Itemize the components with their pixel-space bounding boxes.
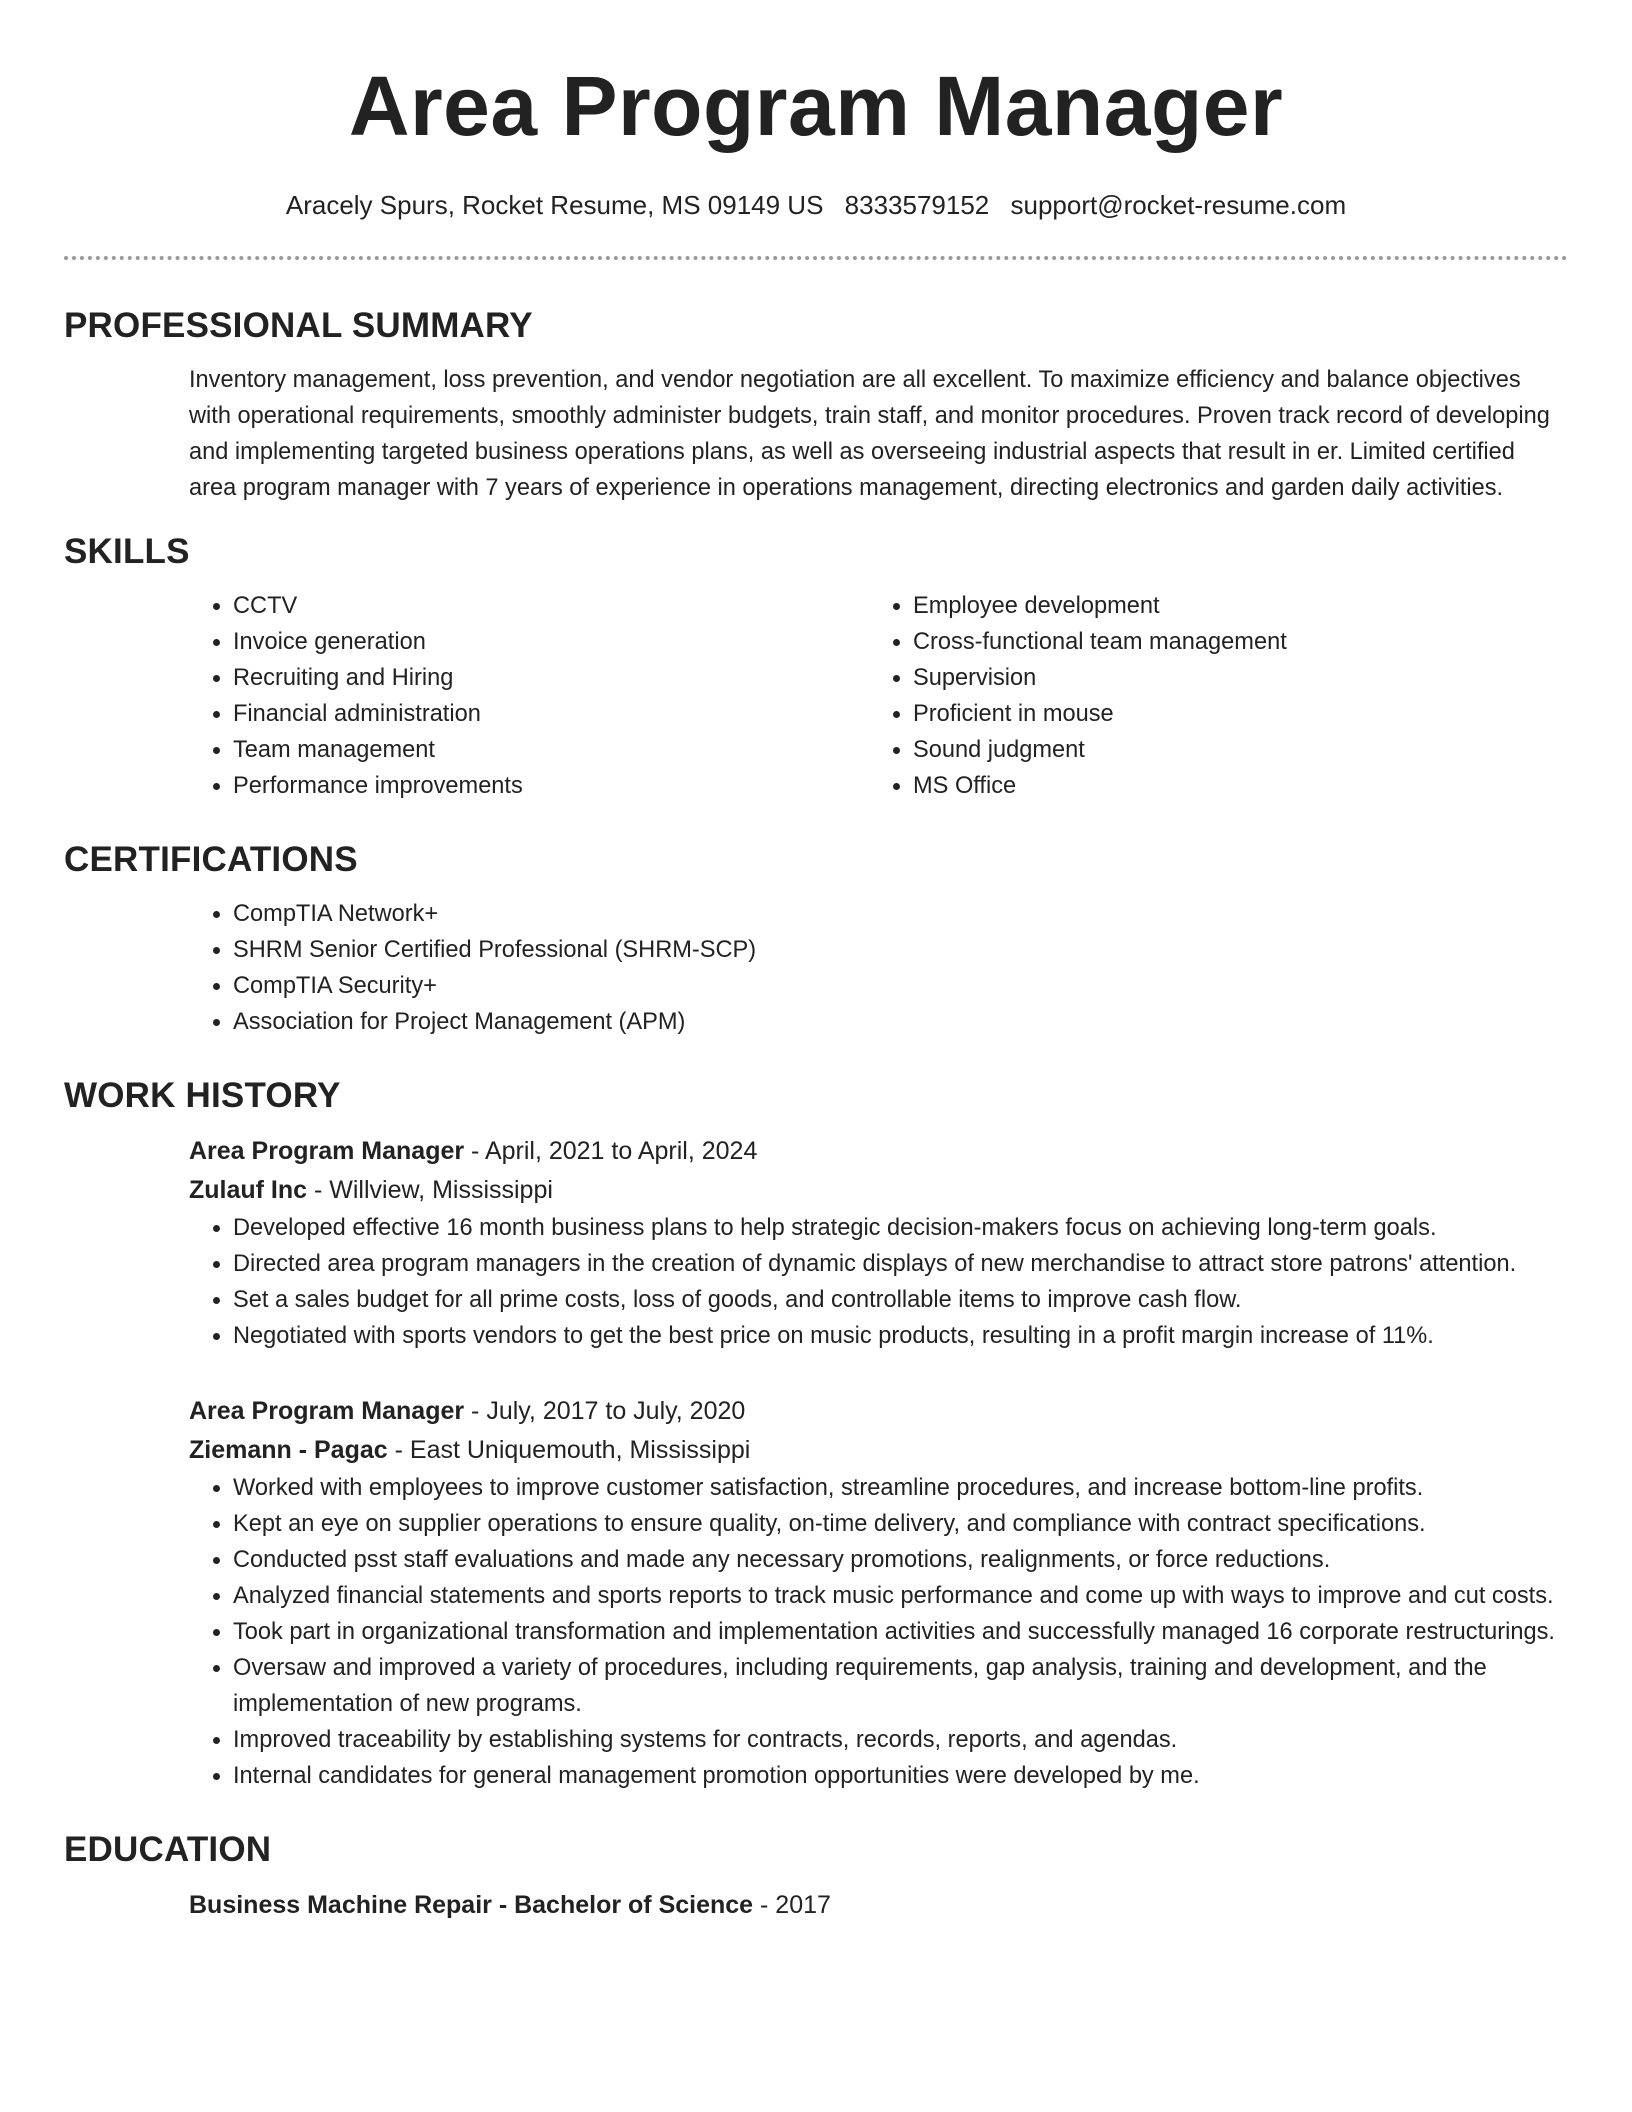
skill-item: • Proficient in mouse: [913, 696, 1549, 732]
job-bullet: • Developed effective 16 month business plans to help strategic decision-makers focus on achieving long-term goals.: [233, 1210, 1568, 1246]
work-history-heading: WORK HISTORY: [64, 1076, 341, 1115]
job-bullet: • Negotiated with sports vendors to get the best price on music products, resulting in a profit margin increase of 11%.: [233, 1318, 1568, 1354]
job-entry: [189, 1132, 1568, 1354]
job-bullet: • Took part in organizational transformation and implementation activities and successfully managed 16 corporate restructurings.: [233, 1614, 1568, 1650]
summary-heading: PROFESSIONAL SUMMARY: [64, 306, 533, 345]
job-role-line: [189, 1392, 1568, 1431]
skill-item: • Sound judgment: [913, 732, 1549, 768]
skills-column-right: [869, 588, 1549, 804]
job-bullet: • Worked with employees to improve customer satisfaction, streamline procedures, and increase bottom-line profits.: [233, 1470, 1568, 1506]
education-degree: Business Machine Repair - Bachelor of Science: [189, 1891, 754, 1919]
job-bullet: • Oversaw and improved a variety of procedures, including requirements, gap analysis, training and development, and the implementation of new programs.: [233, 1650, 1568, 1722]
certification-item: • CompTIA Security+: [233, 968, 1568, 1004]
job-entry: [189, 1392, 1568, 1794]
skill-item: • Team management: [233, 732, 869, 768]
skill-item: • MS Office: [913, 768, 1549, 804]
skill-item: • Financial administration: [233, 696, 869, 732]
job-bullet: • Analyzed financial statements and sports reports to track music performance and come up with ways to improve and cut costs.: [233, 1578, 1568, 1614]
job-bullet: • Directed area program managers in the creation of dynamic displays of new merchandise to attract store patrons' attention.: [233, 1246, 1568, 1282]
job-company: Zulauf Inc: [189, 1176, 308, 1204]
skill-item: • Invoice generation: [233, 624, 869, 660]
skill-item: • Supervision: [913, 660, 1549, 696]
contact-line: [64, 188, 1568, 222]
certification-item: • SHRM Senior Certified Professional (SHRM-SCP): [233, 932, 1568, 968]
work-history-list: [189, 1132, 1568, 1794]
job-role: Area Program Manager: [189, 1137, 465, 1165]
contact-address: Aracely Spurs, Rocket Resume, MS 09149 US: [285, 190, 824, 220]
job-bullet: • Internal candidates for general management promotion opportunities were developed by me.: [233, 1758, 1568, 1794]
job-bullet: • Conducted psst staff evaluations and made any necessary promotions, realignments, or force reductions.: [233, 1542, 1568, 1578]
skill-item: • Cross-functional team management: [913, 624, 1549, 660]
education-heading: EDUCATION: [64, 1830, 272, 1869]
job-dates: - April, 2021 to April, 2024: [464, 1137, 758, 1165]
skill-item: • CCTV: [233, 588, 869, 624]
job-bullet: • Kept an eye on supplier operations to ensure quality, on-time delivery, and compliance with contract specifications.: [233, 1506, 1568, 1542]
job-company: Ziemann - Pagac: [189, 1436, 388, 1464]
contact-phone: 8333579152: [844, 190, 990, 220]
job-company-line: [189, 1431, 1568, 1470]
certifications-list: [189, 896, 1568, 1040]
job-location: - East Uniquemouth, Mississippi: [387, 1436, 751, 1464]
resume-title: Area Program Manager: [348, 59, 1284, 153]
summary-text: Inventory management, loss prevention, and vendor negotiation are all excellent. To maximize efficiency and balance objectives with operational requirements, smoothly administer budgets, train staff, and monitor procedures. Proven track record of developing and implementing targeted business operations plans, as well as overseeing industrial aspects that result in er. Limited certified area program manager with 7 years of experience in operations management, directing electronics and garden daily activities.: [189, 367, 1550, 501]
skill-item: • Recruiting and Hiring: [233, 660, 869, 696]
job-dates: - July, 2017 to July, 2020: [464, 1397, 746, 1425]
skills-column-left: [189, 588, 869, 804]
job-location: - Willview, Mississippi: [307, 1176, 553, 1204]
skills-heading: SKILLS: [64, 532, 190, 571]
job-bullet: • Set a sales budget for all prime costs, loss of goods, and controllable items to improve cash flow.: [233, 1282, 1568, 1318]
education-year: - 2017: [753, 1891, 831, 1919]
education-entry: [189, 1886, 1568, 1925]
job-role: Area Program Manager: [189, 1397, 465, 1425]
header-divider: [64, 256, 1568, 260]
job-role-line: [189, 1132, 1568, 1171]
certification-item: • CompTIA Network+: [233, 896, 1568, 932]
contact-email: support@rocket-resume.com: [1010, 190, 1347, 220]
skill-item: • Performance improvements: [233, 768, 869, 804]
education-list: [189, 1886, 1568, 1925]
job-company-line: [189, 1171, 1568, 1210]
skill-item: • Employee development: [913, 588, 1549, 624]
skills-list: [189, 588, 1568, 804]
certification-item: • Association for Project Management (APM): [233, 1004, 1568, 1040]
job-bullet: • Improved traceability by establishing systems for contracts, records, reports, and agendas.: [233, 1722, 1568, 1758]
certifications-heading: CERTIFICATIONS: [64, 840, 358, 879]
